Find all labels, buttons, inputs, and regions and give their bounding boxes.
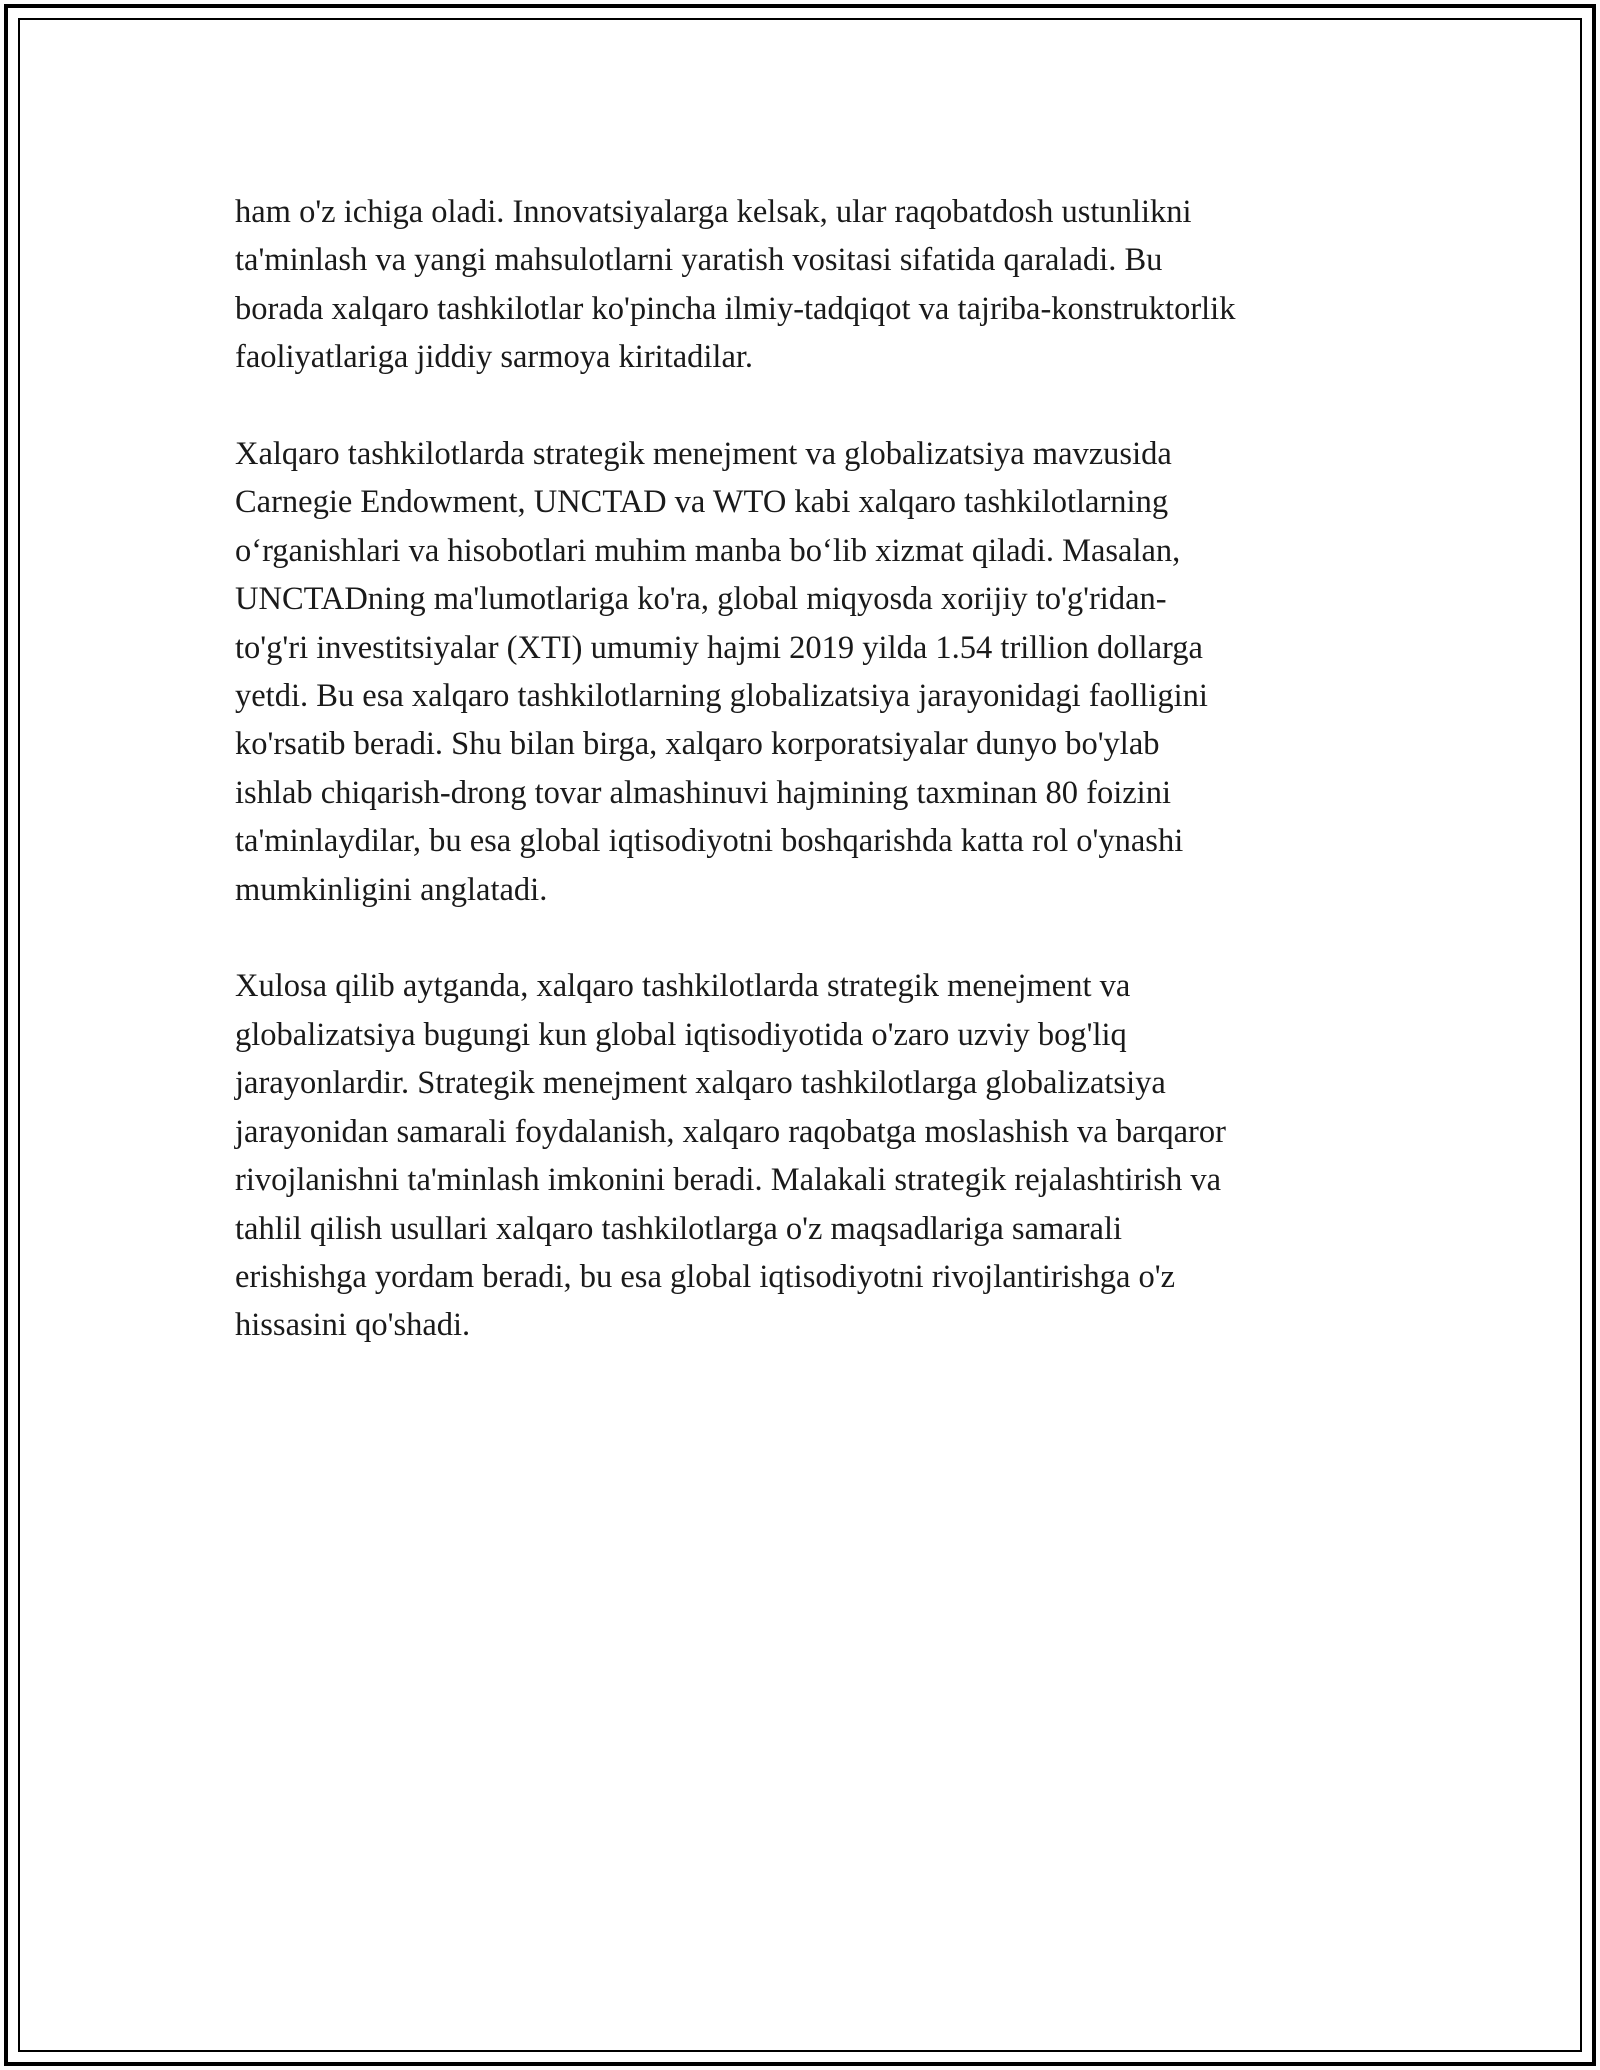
text-line: ta'minlash va yangi mahsulotlarni yaratish vositasi sifatida qaraladi. Bu	[235, 242, 1163, 279]
text-line: rivojlanishni ta'minlash imkonini beradi. Malakali strategik rejalashtirish va	[235, 1162, 1222, 1199]
text-line: jarayonidan samarali foydalanish, xalqaro raqobatga moslashish va barqaror	[235, 1113, 1226, 1150]
text-line: ham o'z ichiga oladi. Innovatsiyalarga kelsak, ular raqobatdosh ustunlikni	[235, 194, 1192, 230]
text-line: ta'minlaydilar, bu esa global iqtisodiyotni boshqarishda katta rol o'ynashi	[235, 823, 1184, 860]
paragraph-innovations	[235, 188, 1395, 382]
text-line: to'g'ri investitsiyalar (XTI) umumiy hajmi 2019 yilda 1.54 trillion dollarga	[235, 629, 1203, 666]
text-line: borada xalqaro tashkilotlar ko'pincha ilmiy-tadqiqot va tajriba-konstruktorlik	[235, 290, 1236, 327]
text-line: faoliyatlariga jiddiy sarmoya kiritadilar.	[235, 339, 754, 376]
text-line: ko'rsatib beradi. Shu bilan birga, xalqaro korporatsiyalar dunyo bo'ylab	[235, 726, 1160, 763]
text-line: Xalqaro tashkilotlarda strategik menejment va globalizatsiya mavzusida	[235, 436, 1172, 473]
text-line: globalizatsiya bugungi kun global iqtisodiyotida o'zaro uzviy bog'liq	[235, 1016, 1127, 1053]
text-line: mumkinligini anglatadi.	[235, 871, 548, 908]
text-line: Carnegie Endowment, UNCTAD va WTO kabi xalqaro tashkilotlarning	[235, 484, 1169, 521]
text-line: o‘rganishlari va hisobotlari muhim manba bo‘lib xizmat qiladi. Masalan,	[235, 532, 1181, 569]
text-line: ishlab chiqarish-drong tovar almashinuvi hajmining taxminan 80 foizini	[235, 774, 1171, 811]
text-line: erishishga yordam beradi, bu esa global iqtisodiyotni rivojlantirishga o'z	[235, 1258, 1176, 1295]
text-line: UNCTADning ma'lumotlariga ko'ra, global miqyosda xorijiy to'g'ridan-	[235, 581, 1167, 618]
document-body	[235, 188, 1395, 1398]
text-line: tahlil qilish usullari xalqaro tashkilotlarga o'z maqsadlariga samarali	[235, 1210, 1123, 1247]
text-line: yetdi. Bu esa xalqaro tashkilotlarning globalizatsiya jarayonidagi faolligini	[235, 678, 1208, 715]
text-line: jarayonlardir. Strategik menejment xalqaro tashkilotlarga globalizatsiya	[235, 1065, 1166, 1102]
paragraph-sources	[235, 430, 1395, 914]
text-line: Xulosa qilib aytganda, xalqaro tashkilotlarda strategik menejment va	[235, 968, 1131, 1005]
text-line: hissasini qo'shadi.	[235, 1307, 471, 1344]
paragraph-conclusion	[235, 962, 1395, 1349]
